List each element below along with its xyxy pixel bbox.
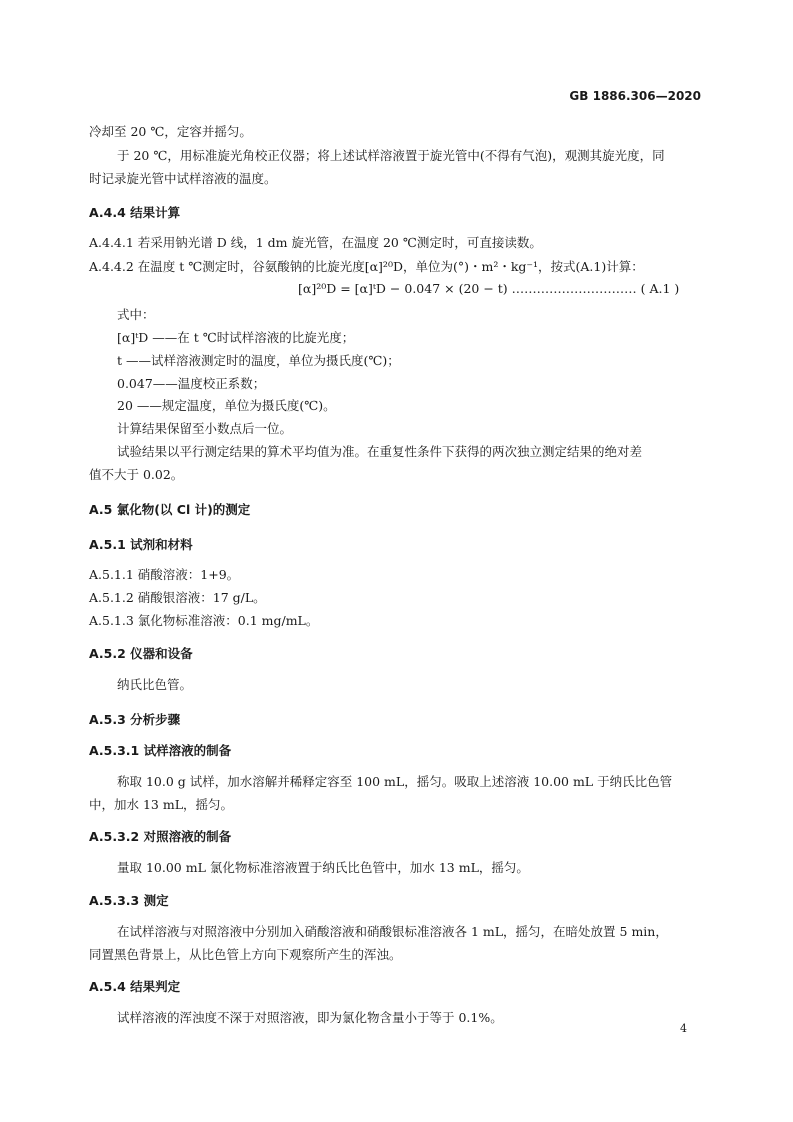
text-line-w3: 0.047——温度校正系数； xyxy=(117,376,266,391)
section-heading-s444: A.4.4 结果计算 xyxy=(89,205,181,220)
text-line-p1: 冷却至 20 ℃，定容并摇匀。 xyxy=(89,124,252,139)
section-heading-a51: A.5.1 试剂和材料 xyxy=(89,537,193,552)
text-line-nessler: 纳氏比色管。 xyxy=(117,677,193,692)
section-heading-a531: A.5.3.1 试样溶液的制备 xyxy=(89,743,232,758)
text-line-a531p1: 称取 10.0 g 试样，加水溶解并稀释定容至 100 mL，摇匀。吸取上述溶液 10.00 mL 于纳氏比色管 xyxy=(117,774,673,789)
text-line-res1: 试验结果以平行测定结果的算术平均值为准。在重复性条件下获得的两次独立测定结果的绝对差 xyxy=(117,444,643,459)
text-line-a512: A.5.1.2 硝酸银溶液：17 g/L。 xyxy=(89,590,266,605)
text-line-a531p2: 中，加水 13 mL，摇匀。 xyxy=(89,797,234,812)
text-line-res2: 值不大于 0.02。 xyxy=(89,467,184,482)
section-heading-a5: A.5 氯化物(以 Cl 计)的测定 xyxy=(89,502,251,517)
text-line-formula: [α]²⁰D = [α]ᵗD − 0.047 × (20 − t) ………………………… ( A.1 ) xyxy=(298,281,680,296)
text-line-s4442: A.4.4.2 在温度 t ℃测定时，谷氨酸钠的比旋光度[α]²⁰D，单位为(°)・m²・kg⁻¹，按式(A.1)计算： xyxy=(89,259,644,274)
page-number: 4 xyxy=(680,1022,687,1035)
text-line-where: 式中： xyxy=(117,307,155,322)
standard-number-header: GB 1886.306—2020 xyxy=(569,89,701,103)
text-line-a511: A.5.1.1 硝酸溶液：1+9。 xyxy=(89,567,240,582)
text-line-a532p: 量取 10.00 mL 氯化物标准溶液置于纳氏比色管中，加水 13 mL，摇匀。 xyxy=(117,860,529,875)
text-line-a54p: 试样溶液的浑浊度不深于对照溶液，即为氯化物含量小于等于 0.1%。 xyxy=(117,1010,503,1025)
section-heading-a54: A.5.4 结果判定 xyxy=(89,979,181,994)
text-line-w2: t ——试样溶液测定时的温度，单位为摄氏度(℃)； xyxy=(117,353,400,368)
text-line-w4: 20 ——规定温度，单位为摄氏度(℃)。 xyxy=(117,398,336,413)
text-line-s4441: A.4.4.1 若采用钠光谱 D 线，1 dm 旋光管，在温度 20 ℃测定时，可直接读数。 xyxy=(89,235,542,250)
text-line-w1: [α]ᵗD ——在 t ℃时试样溶液的比旋光度； xyxy=(117,330,355,345)
section-heading-a532: A.5.3.2 对照溶液的制备 xyxy=(89,829,232,844)
section-heading-a52: A.5.2 仪器和设备 xyxy=(89,646,193,661)
text-line-p2a: 于 20 ℃，用标准旋光角校正仪器；将上述试样溶液置于旋光管中(不得有气泡)，观测其旋光度，同 xyxy=(117,148,665,163)
text-line-a533p1: 在试样溶液与对照溶液中分别加入硝酸溶液和硝酸银标准溶液各 1 mL，摇匀，在暗处放置 5 min， xyxy=(117,924,668,939)
text-line-a513: A.5.1.3 氯化物标准溶液：0.1 mg/mL。 xyxy=(89,613,319,628)
section-heading-a533: A.5.3.3 测定 xyxy=(89,893,169,908)
text-line-a533p2: 同置黑色背景上，从比色管上方向下观察所产生的浑浊。 xyxy=(89,947,402,962)
section-heading-a53: A.5.3 分析步骤 xyxy=(89,712,181,727)
text-line-p2b: 时记录旋光管中试样溶液的温度。 xyxy=(89,171,277,186)
text-line-calc: 计算结果保留至小数点后一位。 xyxy=(117,421,293,436)
